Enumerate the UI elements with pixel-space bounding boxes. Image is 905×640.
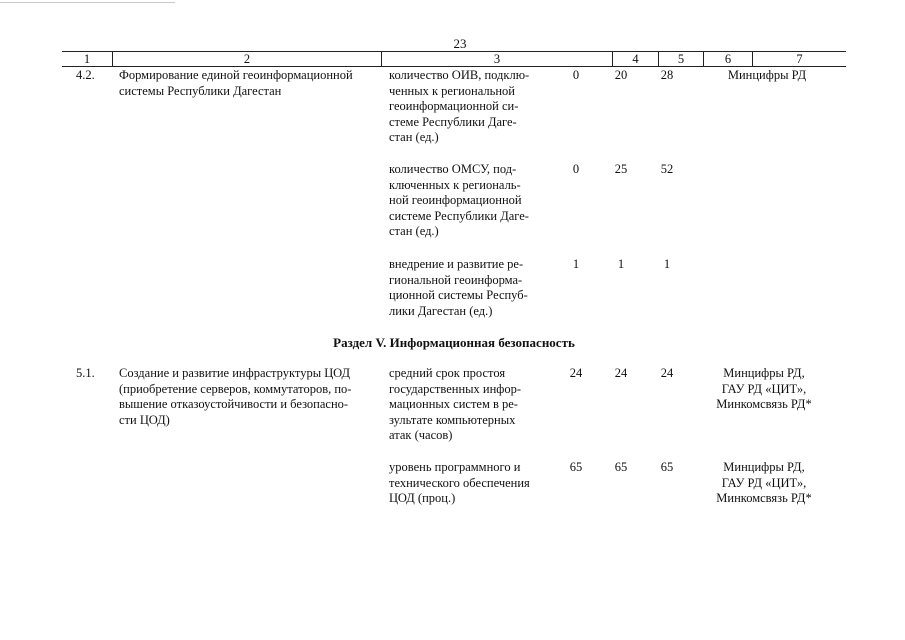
- value-col-4: 1: [572, 257, 580, 271]
- value-col-6: 28: [660, 68, 674, 82]
- row-name-line: Формирование единой геоинформационной: [119, 68, 353, 82]
- responsible-line: ГАУ РД «ЦИТ»,: [721, 475, 807, 490]
- row-number: 4.2.: [76, 68, 95, 82]
- responsible-line: Минцифры РД,: [723, 366, 805, 380]
- value-col-5: 25: [614, 162, 628, 176]
- value-col-4: 0: [572, 162, 580, 176]
- indicator: [389, 460, 549, 507]
- row-name-line: вышение отказоустойчивости и безопасно-: [119, 397, 349, 411]
- header-col-6: 6: [724, 52, 732, 66]
- value-col-5: 24: [614, 366, 628, 380]
- row-name-line: сти ЦОД): [119, 412, 170, 427]
- header-col-7: 7: [796, 52, 803, 66]
- indicator-line: лики Дагестан (ед.): [389, 303, 493, 318]
- row-name-line: (приобретение серверов, коммутаторов, по-: [119, 381, 352, 396]
- responsible-line: Минцифры РД,: [723, 460, 805, 474]
- indicator-line: ционной системы Респуб-: [389, 288, 528, 302]
- responsible-org: Минцифры РД: [727, 68, 807, 82]
- value-col-5: 20: [614, 68, 628, 82]
- responsible-org: [700, 366, 828, 413]
- indicator-line: количество ОИВ, подклю-: [389, 68, 530, 82]
- section-title: Раздел V. Информационная безопасность: [333, 335, 575, 350]
- page-number: 23: [453, 36, 467, 51]
- row-name-line: Создание и развитие инфраструктуры ЦОД: [119, 366, 351, 380]
- value-col-6: 1: [663, 257, 671, 271]
- indicator-line: ключенных к региональ-: [389, 177, 521, 192]
- header-col-1: 1: [83, 52, 91, 66]
- indicator-line: мационных систем в ре-: [389, 397, 518, 411]
- responsible-line: Минкомсвязь РД*: [716, 491, 812, 505]
- indicator-line: стан (ед.): [389, 224, 439, 238]
- indicator-line: уровень программного и: [389, 460, 521, 474]
- header-col-2: 2: [243, 52, 251, 66]
- header-col-4: 4: [632, 52, 639, 66]
- indicator-line: гиональной геоинформа-: [389, 272, 523, 287]
- indicator-line: количество ОМСУ, под-: [389, 162, 517, 176]
- row-name: [119, 68, 381, 99]
- indicator-line: ченных к региональной: [389, 83, 515, 98]
- row-number: 5.1.: [76, 366, 95, 380]
- value-col-5: 1: [617, 257, 625, 271]
- indicator-line: системе Республики Даге-: [389, 208, 529, 223]
- responsible-line: Минкомсвязь РД*: [716, 397, 812, 411]
- indicator-line: стан (ед.): [389, 130, 439, 144]
- indicator-line: геоинформационной си-: [389, 99, 519, 113]
- responsible-line: ГАУ РД «ЦИТ»,: [721, 381, 807, 396]
- indicator-line: внедрение и развитие ре-: [389, 257, 524, 271]
- indicator-line: средний срок простоя: [389, 366, 506, 380]
- value-col-4: 0: [572, 68, 580, 82]
- top-edge-line: [0, 2, 175, 3]
- responsible-org: [700, 460, 828, 507]
- value-col-4: 24: [569, 366, 583, 380]
- header-col-5: 5: [677, 52, 685, 66]
- row-name: [119, 366, 381, 428]
- indicator-line: зультате компьютерных: [389, 412, 516, 427]
- header-col-3: 3: [493, 52, 501, 66]
- row-name-line: системы Республики Дагестан: [119, 83, 282, 98]
- value-col-6: 24: [660, 366, 674, 380]
- value-col-6: 65: [660, 460, 674, 474]
- indicator-line: ЦОД (проц.): [389, 491, 456, 505]
- indicator: [389, 257, 549, 319]
- indicator: [389, 68, 549, 146]
- indicator: [389, 162, 549, 240]
- value-col-5: 65: [614, 460, 628, 474]
- indicator-line: ной геоинформационной: [389, 193, 522, 207]
- value-col-4: 65: [569, 460, 583, 474]
- indicator-line: стеме Республики Даге-: [389, 114, 517, 129]
- value-col-6: 52: [660, 162, 674, 176]
- indicator-line: технического обеспечения: [389, 475, 530, 490]
- table-header-row: [62, 51, 846, 67]
- indicator: [389, 366, 549, 444]
- indicator-line: атак (часов): [389, 428, 453, 442]
- indicator-line: государственных инфор-: [389, 381, 522, 396]
